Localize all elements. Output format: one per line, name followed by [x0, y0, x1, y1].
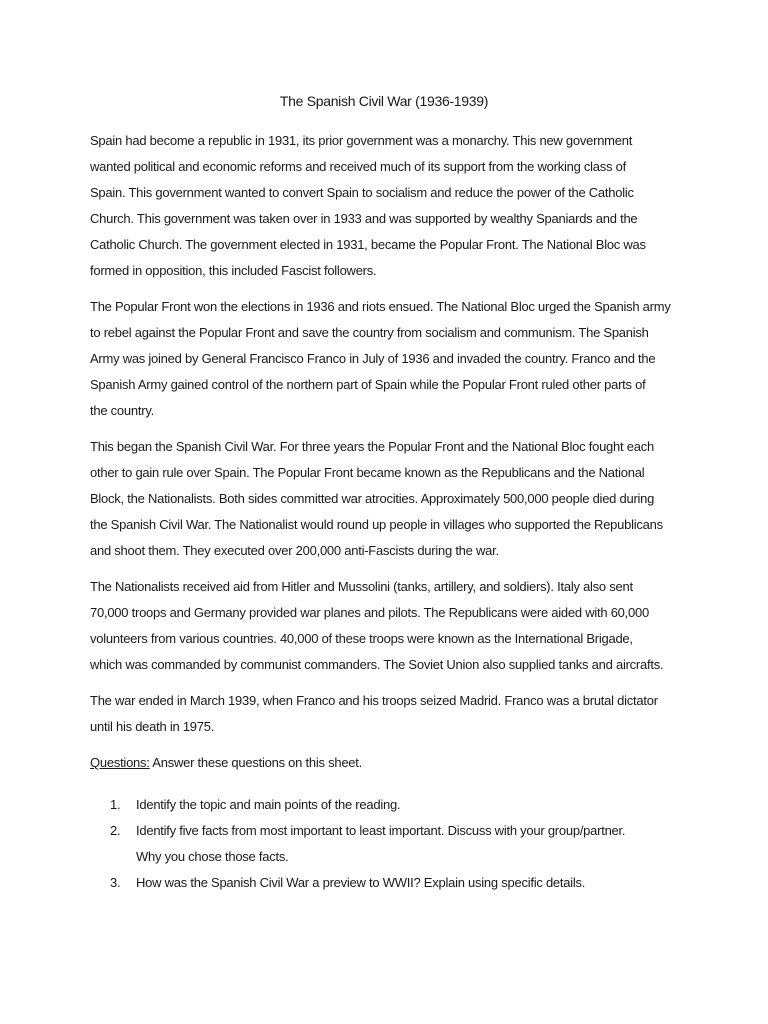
text-line: the country.: [90, 403, 154, 418]
question-item: [90, 870, 690, 896]
question-text: Identify the topic and main points of the reading.: [136, 797, 401, 812]
text-line: Catholic Church. The government elected in 1931, became the Popular Front. The National Bloc was: [90, 237, 646, 252]
questions-list: [90, 792, 690, 896]
text-line: formed in opposition, this included Fascist followers.: [90, 263, 377, 278]
paragraph-3: [90, 434, 690, 564]
text-line: The Nationalists received aid from Hitler and Mussolini (tanks, artillery, and soldiers). Italy also sent: [90, 579, 633, 594]
text-line: to rebel against the Popular Front and save the country from socialism and communism. The Spanish: [90, 325, 649, 340]
text-line: The war ended in March 1939, when Franco and his troops seized Madrid. Franco was a brutal dictator: [90, 693, 658, 708]
text-line: volunteers from various countries. 40,000 of these troops were known as the International Brigade,: [90, 631, 633, 646]
text-line: the Spanish Civil War. The Nationalist would round up people in villages who supported the Republicans: [90, 517, 663, 532]
text-line: and shoot them. They executed over 200,000 anti-Fascists during the war.: [90, 543, 499, 558]
text-line: The Popular Front won the elections in 1936 and riots ensued. The National Bloc urged the Spanish army: [90, 299, 671, 314]
question-text: Why you chose those facts.: [136, 849, 289, 864]
text-line: Church. This government was taken over in 1933 and was supported by wealthy Spaniards and the: [90, 211, 638, 226]
question-text: Identify five facts from most important to least important. Discuss with your group/partner.: [136, 823, 626, 838]
text-line: 70,000 troops and Germany provided war planes and pilots. The Republicans were aided with 60,000: [90, 605, 649, 620]
question-item: [90, 792, 690, 818]
text-line: Spanish Army gained control of the northern part of Spain while the Popular Front ruled other parts of: [90, 377, 646, 392]
question-item: [90, 818, 690, 870]
text-line: Block, the Nationalists. Both sides committed war atrocities. Approximately 500,000 people died during: [90, 491, 655, 506]
question-text: How was the Spanish Civil War a preview to WWII? Explain using specific details.: [136, 875, 586, 890]
text-line: Army was joined by General Francisco Franco in July of 1936 and invaded the country. Franco and the: [90, 351, 656, 366]
reading-body: [90, 128, 690, 896]
text-line: This began the Spanish Civil War. For three years the Popular Front and the National Bloc fought each: [90, 439, 654, 454]
paragraph-1: [90, 128, 690, 284]
text-line: which was commanded by communist commanders. The Soviet Union also supplied tanks and aircrafts.: [90, 657, 664, 672]
text-line: until his death in 1975.: [90, 719, 215, 734]
question-number: 3.: [110, 875, 121, 890]
page-title: The Spanish Civil War (1936-1939): [279, 93, 489, 109]
paragraph-5: [90, 688, 690, 740]
questions-instruction: Answer these questions on this sheet.: [149, 755, 363, 770]
text-line: wanted political and economic reforms and received much of its support from the working class of: [90, 159, 626, 174]
text-line: Spain had become a republic in 1931, its prior government was a monarchy. This new government: [90, 133, 633, 148]
questions-heading: [90, 750, 690, 776]
text-line: other to gain rule over Spain. The Popular Front became known as the Republicans and the National: [90, 465, 645, 480]
questions-label: Questions:: [90, 755, 150, 770]
question-number: 2.: [110, 823, 121, 838]
question-number: 1.: [110, 797, 121, 812]
text-line: Spain. This government wanted to convert Spain to socialism and reduce the power of the Catholic: [90, 185, 634, 200]
paragraph-4: [90, 574, 690, 678]
paragraph-2: [90, 294, 690, 424]
